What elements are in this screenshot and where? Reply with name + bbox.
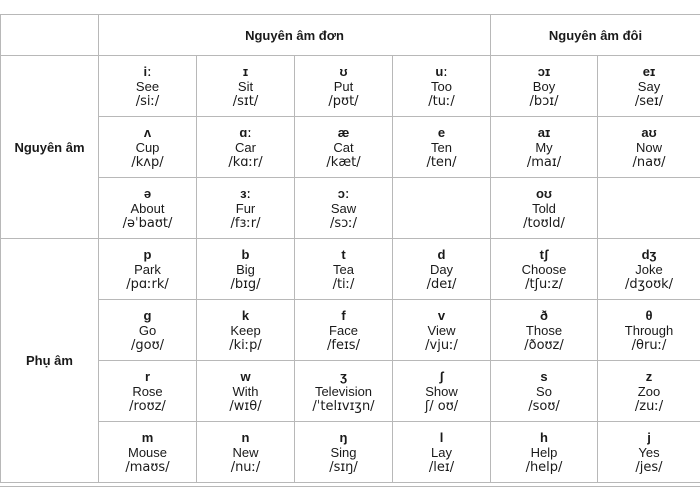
phoneme-symbol: n <box>241 429 250 445</box>
ipa-transcription: /bɪg/ <box>230 276 261 292</box>
phoneme-symbol: e <box>437 124 446 140</box>
example-word: Joke <box>635 261 663 277</box>
phoneme-symbol: w <box>240 368 251 384</box>
phoneme-cell <box>295 422 393 483</box>
phoneme-symbol: b <box>241 246 250 262</box>
ipa-chart-table <box>0 14 700 483</box>
phoneme-symbol: p <box>143 246 152 262</box>
phoneme-symbol: ɜː <box>240 185 251 201</box>
example-word: Go <box>138 322 157 338</box>
phoneme-cell <box>491 422 598 483</box>
example-word: View <box>427 322 456 338</box>
ipa-transcription: /toʊld/ <box>523 215 565 231</box>
phoneme-symbol: θ <box>645 307 653 323</box>
example-word: Zoo <box>637 383 661 399</box>
ipa-transcription: /tʃuːz/ <box>525 276 563 292</box>
example-word: About <box>130 200 165 216</box>
phoneme-cell <box>197 239 295 300</box>
phoneme-cell <box>99 239 197 300</box>
phoneme-symbol: ŋ <box>339 429 348 445</box>
phoneme-symbol: j <box>647 429 651 445</box>
phoneme-cell <box>197 361 295 422</box>
phoneme-symbol: ɔː <box>337 185 350 201</box>
table-row <box>1 117 700 178</box>
phoneme-symbol: v <box>437 307 446 323</box>
phoneme-symbol: d <box>437 246 446 262</box>
phoneme-symbol: m <box>141 429 154 445</box>
ipa-transcription: /ˈtelɪvɪʒn/ <box>312 398 375 414</box>
phoneme-cell <box>598 239 700 300</box>
example-word: Through <box>624 322 674 338</box>
table-row <box>1 178 700 239</box>
ipa-transcription: /ðoʊz/ <box>524 337 564 353</box>
ipa-transcription: /kɑːr/ <box>228 154 263 170</box>
phoneme-symbol: r <box>144 368 151 384</box>
table-row <box>1 56 700 117</box>
ipa-transcription: /pʊt/ <box>328 93 359 109</box>
phoneme-symbol: ʊ <box>339 63 348 79</box>
phoneme-cell <box>295 117 393 178</box>
ipa-transcription: /seɪ/ <box>634 93 664 109</box>
phoneme-symbol: eɪ <box>642 63 656 79</box>
example-word: So <box>536 383 552 399</box>
example-word: Keep <box>230 322 261 338</box>
phoneme-symbol: oʊ <box>535 185 552 201</box>
ipa-transcription: /sɪt/ <box>232 93 259 109</box>
phoneme-cell <box>393 56 491 117</box>
example-word: Car <box>235 139 256 155</box>
ipa-transcription: /fɜːr/ <box>230 215 261 231</box>
ipa-transcription: /naʊ/ <box>632 154 666 170</box>
phoneme-symbol: aɪ <box>537 124 551 140</box>
phoneme-cell <box>295 56 393 117</box>
phoneme-cell <box>598 300 700 361</box>
phoneme-symbol: aʊ <box>641 124 657 140</box>
example-word: Say <box>637 78 661 94</box>
phoneme-symbol: ə <box>143 185 152 201</box>
phoneme-cell <box>598 56 700 117</box>
ipa-transcription: /vjuː/ <box>425 337 458 353</box>
ipa-transcription: /dʒoʊk/ <box>624 276 674 292</box>
phoneme-symbol: l <box>439 429 444 445</box>
example-word: Saw <box>330 200 357 216</box>
example-word: Tea <box>333 261 354 277</box>
ipa-transcription: /sɔː/ <box>329 215 358 231</box>
phoneme-cell <box>197 300 295 361</box>
phoneme-symbol: h <box>540 429 548 445</box>
table-row <box>1 361 700 422</box>
example-word: Yes <box>638 444 660 460</box>
bottom-rule <box>0 486 700 487</box>
phoneme-symbol: ɔɪ <box>537 63 551 79</box>
phoneme-symbol: ɑː <box>239 124 252 140</box>
phoneme-symbol: s <box>540 368 548 384</box>
phoneme-cell <box>393 239 491 300</box>
phoneme-cell <box>598 178 700 239</box>
ipa-transcription: /maɪ/ <box>526 154 562 170</box>
phoneme-symbol: k <box>241 307 250 323</box>
ipa-transcription: /feɪs/ <box>327 337 360 353</box>
phoneme-symbol: f <box>341 307 346 323</box>
header-row <box>1 15 700 56</box>
header-blank-cell <box>1 15 99 56</box>
phoneme-cell <box>598 422 700 483</box>
phoneme-cell <box>491 361 598 422</box>
phoneme-symbol: g <box>143 307 152 323</box>
ipa-transcription: /pɑːrk/ <box>126 276 169 292</box>
ipa-transcription: /əˈbaʊt/ <box>122 215 173 231</box>
example-word: Park <box>134 261 161 277</box>
phoneme-symbol: ʒ <box>340 368 347 384</box>
example-word: Those <box>525 322 563 338</box>
example-word: Show <box>425 383 458 399</box>
example-word: Cat <box>333 139 354 155</box>
phoneme-cell <box>99 178 197 239</box>
example-word: Help <box>530 444 558 460</box>
phoneme-cell <box>99 422 197 483</box>
phoneme-cell <box>491 56 598 117</box>
example-word: Face <box>329 322 358 338</box>
example-word: Told <box>532 200 556 216</box>
phoneme-cell <box>491 239 598 300</box>
phoneme-cell <box>491 300 598 361</box>
phoneme-cell <box>197 56 295 117</box>
ipa-transcription: /tuː/ <box>428 93 455 109</box>
section-label: Nguyên âm <box>1 56 99 239</box>
ipa-transcription: /soʊ/ <box>528 398 560 414</box>
section-label: Phụ âm <box>1 239 99 483</box>
ipa-transcription: /kiːp/ <box>229 337 262 353</box>
example-word: With <box>232 383 259 399</box>
example-word: New <box>232 444 259 460</box>
example-word: Boy <box>532 78 556 94</box>
ipa-transcription: /θruː/ <box>631 337 667 353</box>
phoneme-cell <box>393 300 491 361</box>
phoneme-symbol: ɪ <box>242 63 249 79</box>
phoneme-cell <box>295 300 393 361</box>
phoneme-cell <box>295 178 393 239</box>
phoneme-cell <box>99 117 197 178</box>
example-word: Day <box>429 261 454 277</box>
phoneme-cell <box>197 117 295 178</box>
example-word: My <box>535 139 553 155</box>
example-word: Fur <box>235 200 256 216</box>
phoneme-cell <box>393 361 491 422</box>
ipa-transcription: /leɪ/ <box>428 459 455 475</box>
ipa-transcription: /zuː/ <box>634 398 664 414</box>
example-word: Put <box>333 78 354 94</box>
phoneme-symbol: uː <box>435 63 448 79</box>
example-word: Sit <box>237 78 254 94</box>
ipa-transcription: /bɔɪ/ <box>529 93 559 109</box>
example-word: Now <box>635 139 662 155</box>
example-word: Television <box>314 383 373 399</box>
table-row <box>1 422 700 483</box>
ipa-transcription: /help/ <box>525 459 563 475</box>
phoneme-cell <box>491 178 598 239</box>
example-word: See <box>135 78 160 94</box>
example-word: Lay <box>431 444 452 460</box>
ipa-transcription: /nuː/ <box>230 459 261 475</box>
phoneme-symbol: t <box>341 246 346 262</box>
phoneme-symbol: iː <box>143 63 152 79</box>
example-word: Ten <box>431 139 452 155</box>
phoneme-cell <box>491 117 598 178</box>
ipa-transcription: /deɪ/ <box>426 276 457 292</box>
ipa-transcription: /wɪθ/ <box>229 398 262 414</box>
example-word: Rose <box>132 383 163 399</box>
phoneme-cell <box>295 361 393 422</box>
example-word: Sing <box>330 444 357 460</box>
phoneme-symbol: tʃ <box>539 246 549 262</box>
table-row <box>1 239 700 300</box>
phoneme-cell <box>393 422 491 483</box>
ipa-transcription: /kæt/ <box>326 154 361 170</box>
ipa-transcription: /tiː/ <box>332 276 355 292</box>
phoneme-cell <box>99 56 197 117</box>
ipa-transcription: /sɪŋ/ <box>329 459 358 475</box>
example-word: Too <box>431 78 452 94</box>
phoneme-symbol: z <box>645 368 653 384</box>
example-word: Big <box>236 261 255 277</box>
example-word: Cup <box>135 139 160 155</box>
ipa-transcription: /maʊs/ <box>125 459 170 475</box>
phoneme-cell <box>393 117 491 178</box>
phoneme-symbol: dʒ <box>641 246 657 262</box>
phoneme-cell <box>99 300 197 361</box>
phoneme-cell <box>99 361 197 422</box>
phoneme-cell <box>393 178 491 239</box>
phoneme-symbol: ð <box>540 307 548 323</box>
ipa-transcription: /siː/ <box>135 93 160 109</box>
ipa-transcription: /jes/ <box>635 459 663 475</box>
phoneme-cell <box>197 422 295 483</box>
example-word: Choose <box>521 261 567 277</box>
phoneme-cell <box>598 117 700 178</box>
phoneme-cell <box>295 239 393 300</box>
phoneme-cell <box>598 361 700 422</box>
ipa-transcription: /goʊ/ <box>131 337 164 353</box>
ipa-transcription: /ten/ <box>426 154 457 170</box>
phoneme-symbol: ʃ <box>439 368 444 384</box>
header-diphthongs: Nguyên âm đôi <box>491 15 700 56</box>
table-row <box>1 300 700 361</box>
ipa-transcription: /roʊz/ <box>129 398 166 414</box>
phoneme-cell <box>197 178 295 239</box>
header-single-vowels: Nguyên âm đơn <box>99 15 491 56</box>
phoneme-symbol: ʌ <box>143 124 152 140</box>
ipa-transcription: ʃ/ oʊ/ <box>424 398 459 414</box>
example-word: Mouse <box>127 444 168 460</box>
phoneme-symbol: æ <box>337 124 350 140</box>
ipa-transcription: /kʌp/ <box>131 154 164 170</box>
